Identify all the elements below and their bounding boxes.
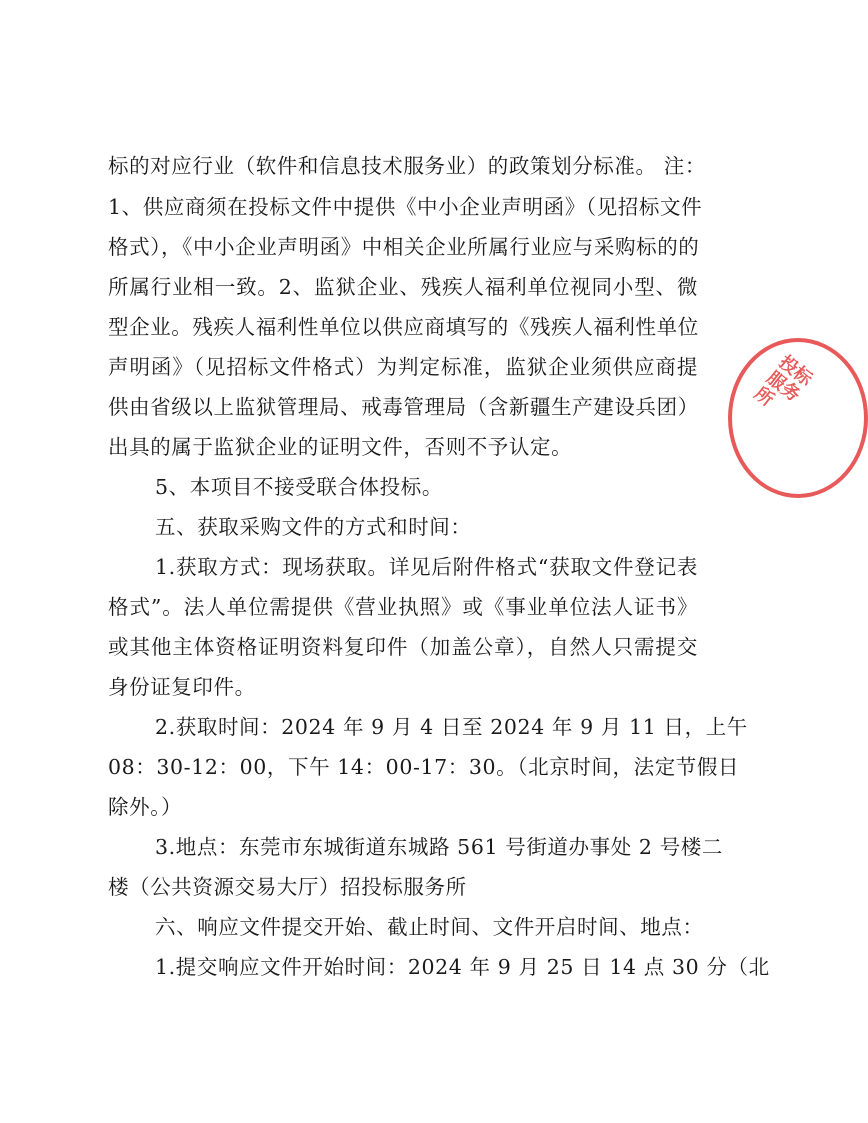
list-item: 1.提交响应文件开始时间：2024 年 9 月 25 日 14 点 30 分（北 — [155, 955, 770, 979]
body-text-line: 1、供应商须在投标文件中提供《中小企业声明函》（见招标文件 — [108, 195, 703, 219]
body-text-line: 标的对应行业（软件和信息技术服务业）的政策划分标准。 注： — [108, 154, 706, 178]
list-item: 1.获取方式：现场获取。详见后附件格式“获取文件登记表 — [155, 555, 698, 579]
section-heading: 六、响应文件提交开始、截止时间、文件开启时间、地点： — [155, 915, 704, 939]
body-text-line: 格式”。法人单位需提供《营业执照》或《事业单位法人证书》 — [108, 595, 698, 619]
body-text-line: 型企业。残疾人福利性单位以供应商填写的《残疾人福利性单位 — [108, 315, 699, 339]
body-text-line: 08：30-12：00，下午 14：00-17：30。（北京时间，法定节假日 — [108, 755, 740, 779]
official-seal-text: 投标服务所 — [750, 351, 817, 411]
body-text-line: 声明函》（见招标文件格式）为判定标准，监狱企业须供应商提 — [108, 355, 698, 379]
section-heading: 五、获取采购文件的方式和时间： — [155, 515, 472, 539]
body-text-line: 身份证复印件。 — [108, 675, 256, 699]
body-text-line: 或其他主体资格证明资料复印件（加盖公章），自然人只需提交 — [108, 635, 698, 659]
body-text-line: 楼（公共资源交易大厅）招投标服务所 — [108, 875, 467, 899]
list-item: 2.获取时间：2024 年 9 月 4 日至 2024 年 9 月 11 日，上午 — [155, 715, 748, 739]
body-text-line: 出具的属于监狱企业的证明文件，否则不予认定。 — [108, 435, 573, 459]
body-text-line: 供由省级以上监狱管理局、戒毒管理局（含新疆生产建设兵团） — [108, 395, 699, 419]
body-text-line: 所属行业相一致。2、监狱企业、残疾人福利单位视同小型、微 — [108, 275, 698, 299]
body-text-line: 除外。） — [108, 795, 183, 819]
list-item: 5、本项目不接受联合体投标。 — [155, 475, 443, 499]
list-item: 3.地点：东莞市东城街道东城路 561 号街道办事处 2 号楼二 — [155, 835, 723, 859]
body-text-line: 格式），《中小企业声明函》中相关企业所属行业应与采购标的的 — [108, 235, 700, 259]
